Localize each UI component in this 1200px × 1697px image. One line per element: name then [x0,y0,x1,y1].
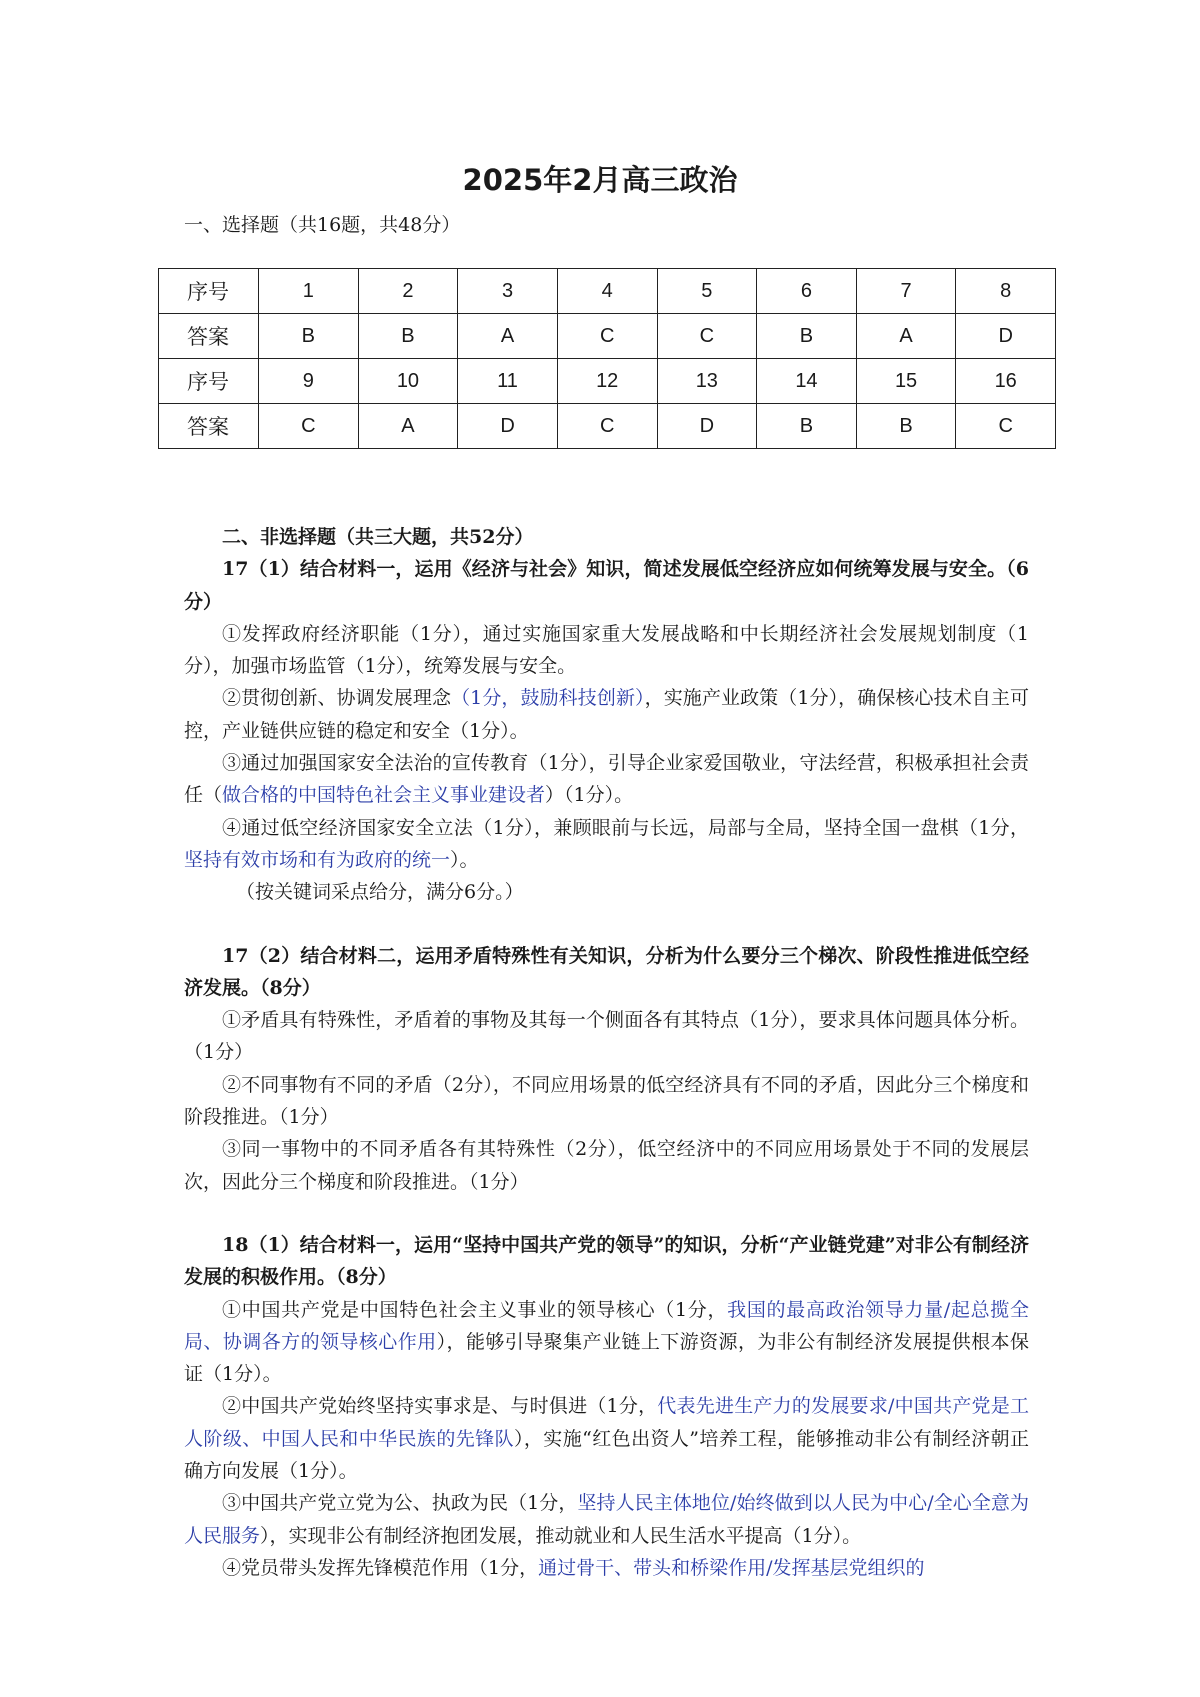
answer-table-cell: 2 [358,269,458,314]
answer-table-cell: 3 [458,269,558,314]
answer-table-cell: D [657,404,757,449]
answer-table-cell: 10 [358,359,458,404]
answer-point: ②不同事物有不同的矛盾（2分），不同应用场景的低空经济具有不同的矛盾，因此分三个梯度和阶段推进。（1分） [184,1073,1029,1129]
answer-table-cell: 7 [856,269,956,314]
answer-table-cell: A [856,314,956,359]
answer-table-cell: A [458,314,558,359]
answer-table-cell: D [458,404,558,449]
answer-table-row [159,269,1056,314]
answer-point: ③同一事物中的不同矛盾各有其特殊性（2分），低空经济中的不同应用场景处于不同的发展层次，因此分三个梯度和阶段推进。（1分） [184,1138,1029,1193]
answer-table-cell: C [557,404,657,449]
page-title: 2025年2月高三政治 [462,163,738,197]
question-heading: 17（1）结合材料一，运用《经济与社会》知识，简述发展低空经济应如何统筹发展与安全。（6分） [184,558,1029,613]
section-heading-choice: 一、选择题（共16题，共48分） [184,214,461,236]
answer-table-cell: D [956,314,1056,359]
answer-table-row-label: 答案 [159,314,259,359]
answer-table-cell: 6 [757,269,857,314]
answer-table-cell: B [757,404,857,449]
answer-table-cell: 16 [956,359,1056,404]
answer-table-cell: 13 [657,359,757,404]
answer-point: ①中国共产党是中国特色社会主义事业的领导核心（1分，我国的最高政治领导力量/起总揽全局、协调各方的领导核心作用），能够引导聚集产业链上下游资源，为非公有制经济发展提供根本保证（1分）。 [184,1298,1030,1386]
answer-table-cell: 5 [657,269,757,314]
scoring-note: （按关键词采点给分，满分6分。） [236,881,524,904]
answer-table-cell: B [856,404,956,449]
answer-point: ③通过加强国家安全法治的宣传教育（1分），引导企业家爱国敬业，守法经营，积极承担社会责任（做合格的中国特色社会主义事业建设者）（1分）。 [184,752,1029,807]
answer-point: ②贯彻创新、协调发展理念（1分，鼓励科技创新），实施产业政策（1分），确保核心技术自主可控，产业链供应链的稳定和安全（1分）。 [184,687,1029,742]
answer-table-row [159,404,1056,449]
answer-table-cell: 15 [856,359,956,404]
answer-table-cell: C [657,314,757,359]
answer-table-cell: 11 [458,359,558,404]
answer-table-cell: C [956,404,1056,449]
non-choice-section [184,521,1029,1584]
answer-table-row-label: 序号 [159,359,259,404]
answer-point: ④党员带头发挥先锋模范作用（1分，通过骨干、带头和桥梁作用/发挥基层党组织的 [222,1556,925,1579]
answer-table [158,268,1056,449]
section-heading-non-choice: 二、非选择题（共三大题，共52分） [222,526,534,548]
answer-table-cell: B [358,314,458,359]
answer-table-row [159,314,1056,359]
answer-table-row-label: 答案 [159,404,259,449]
answer-table-row [159,359,1056,404]
answer-point: ①发挥政府经济职能（1分），通过实施国家重大发展战略和中长期经济社会发展规划制度（1分），加强市场监管（1分），统筹发展与安全。 [184,622,1029,678]
answer-table-cell: 14 [757,359,857,404]
answer-table-cell: 12 [557,359,657,404]
answer-table-cell: 1 [259,269,359,314]
answer-table-cell: A [358,404,458,449]
answer-table-cell: B [259,314,359,359]
answer-table-cell: C [557,314,657,359]
answer-table-cell: 9 [259,359,359,404]
answer-table-cell: 8 [956,269,1056,314]
answer-point: ④通过低空经济国家安全立法（1分），兼顾眼前与长远，局部与全局，坚持全国一盘棋（1分，坚持有效市场和有为政府的统一）。 [184,816,1029,871]
answer-table-cell: B [757,314,857,359]
question-heading: 17（2）结合材料二，运用矛盾特殊性有关知识，分析为什么要分三个梯次、阶段性推进低空经济发展。（8分） [184,944,1029,999]
answer-point: ①矛盾具有特殊性，矛盾着的事物及其每一个侧面各有其特点（1分），要求具体问题具体分析。（1分） [184,1009,1029,1064]
answer-point: ②中国共产党始终坚持实事求是、与时俱进（1分，代表先进生产力的发展要求/中国共产党是工人阶级、中国人民和中华民族的先锋队），实施“红色出资人”培养工程，能够推动非公有制经济朝正确方向发展（1分）。 [184,1395,1029,1483]
question-heading: 18（1）结合材料一，运用“坚持中国共产党的领导”的知识，分析“产业链党建”对非公有制经济发展的积极作用。（8分） [184,1233,1029,1289]
answer-table-cell: 4 [557,269,657,314]
answer-point: ③中国共产党立党为公、执政为民（1分，坚持人民主体地位/始终做到以人民为中心/全心全意为人民服务），实现非公有制经济抱团发展，推动就业和人民生活水平提高（1分）。 [184,1492,1029,1547]
answer-table-row-label: 序号 [159,269,259,314]
answer-table-cell: C [259,404,359,449]
